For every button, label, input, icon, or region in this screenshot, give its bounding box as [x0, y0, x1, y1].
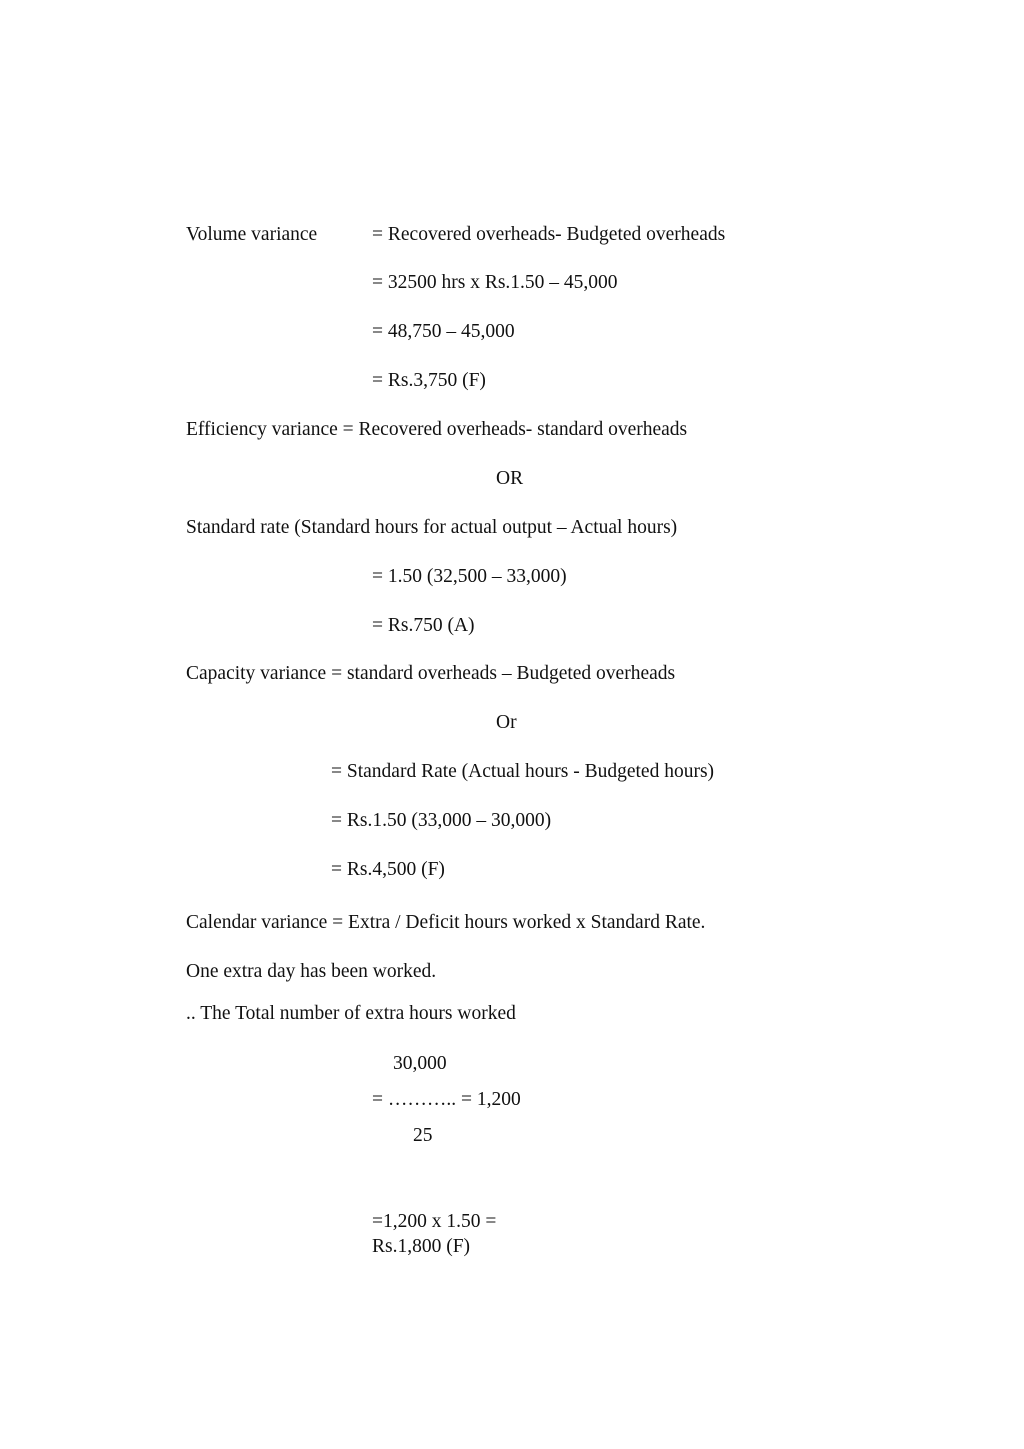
calendar-therefore: .. The Total number of extra hours worked — [186, 1003, 516, 1024]
calendar-variance-formula: Calendar variance = Extra / Deficit hours worked x Standard Rate. — [186, 912, 706, 933]
capacity-variance-formula: Capacity variance = standard overheads – Budgeted overheads — [186, 663, 676, 684]
capacity-alt-formula: = Standard Rate (Actual hours - Budgeted hours) — [331, 761, 715, 782]
capacity-or: Or — [496, 712, 517, 733]
efficiency-result: = Rs.750 (A) — [372, 615, 475, 636]
calendar-calc-line1: =1,200 x 1.50 = — [372, 1211, 497, 1232]
capacity-step1: = Rs.1.50 (33,000 – 30,000) — [331, 810, 552, 831]
efficiency-step1: = 1.50 (32,500 – 33,000) — [372, 566, 567, 587]
volume-variance-label: Volume variance — [186, 224, 318, 245]
efficiency-or: OR — [496, 468, 524, 489]
efficiency-alt-formula: Standard rate (Standard hours for actual output – Actual hours) — [186, 517, 678, 538]
calendar-denominator: 25 — [413, 1125, 433, 1146]
volume-variance-step2: = 48,750 – 45,000 — [372, 321, 515, 342]
volume-variance-step1: = 32500 hrs x Rs.1.50 – 45,000 — [372, 272, 618, 293]
volume-variance-formula: = Recovered overheads- Budgeted overheads — [372, 224, 726, 245]
volume-variance-result: = Rs.3,750 (F) — [372, 370, 486, 391]
calendar-note: One extra day has been worked. — [186, 961, 437, 982]
calendar-fraction-line: = ……….. = 1,200 — [372, 1089, 521, 1110]
calendar-calc-line2: Rs.1,800 (F) — [372, 1236, 471, 1257]
calendar-numerator: 30,000 — [393, 1053, 447, 1074]
capacity-result: = Rs.4,500 (F) — [331, 859, 445, 880]
efficiency-variance-formula: Efficiency variance = Recovered overheads- standard overheads — [186, 419, 688, 440]
